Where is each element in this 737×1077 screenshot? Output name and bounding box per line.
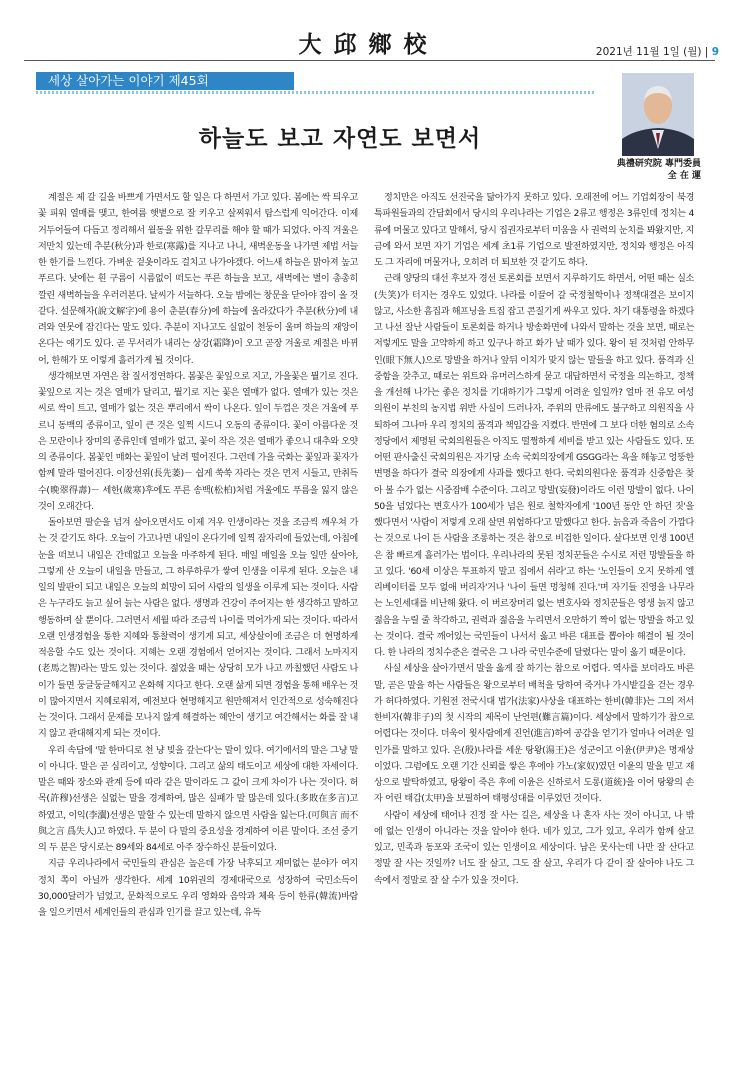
paragraph: 돌아보면 팔순을 넘겨 살아오면서도 이제 겨우 인생이라는 것을 조금씩 깨우쳐 가는 것 같기도 하다. 오늘이 가고나면 내일이 온다기에 일찍 잠자리에 들었는데, 아침에 눈을 떠보니 내일은 간데없고 오늘을 마주하게 된다. 매일 매일을 오늘 일만 살아야, 그렇게 산 오늘이 내일을 만들고, 그 하루하루가 쌓여 인생을 이루게 된다. 오늘은 내일의 발판이 되고 내일은 오늘의 희망이 되어 사람의 일생을 이루게 되는 것이다. 사람은 누구라도 늙고 싶어 늙는 사람은 없다. 생명과 건강이 주어지는 한 생각하고 말하고 행동하며 살 뿐이다. 그러면서 세월 따라 조금씩 나이를 먹어가게 되는 것이다. 따라서 오랜 인생경험을 통한 지혜와 통찰력이 생기게 되고, 세상살이에 조금은 더 현명하게 적응할 수도 있는 것이다. 지혜는 오랜 경험에서 얻어지는 것이다. 그래서 노마지지(老馬之智)라는 말도 있는 것이다. 젊었을 때는 상당히 모가 나고 까칠했던 사람도 나이가 들면 둥글둥글해지고 온화해 지다고 한다. 오랜 삶게 되면 경험을 통해 배우는 것이 많아지면서 지혜로워져, 예전보다 현명해지고 원만해져서 인간적으로 성숙해진다는 것이다. 그래서 문제를 모나지 않게 해결하는 혜안이 생기고 여간해서는 화를 잘 내지 않고 관대해지게 되는 것이다. xyxy=(38,518,358,740)
dotted-divider xyxy=(36,91,596,94)
series-label: 세상 살아가는 이야기 제45회 xyxy=(36,72,294,90)
paragraph: 생각해보면 자연은 참 질서정연하다. 봄꽃은 꽃잎으로 지고, 가을꽃은 뭘기로 진다. 꽃잎으로 지는 것은 열매가 달리고, 뭘기로 지는 꽃은 열매가 없다. 열매가 있는 것은 씨로 싹이 트고, 열매가 없는 것은 뿌리에서 싹이 나온다. 잎이 두껍은 것은 겨울에 푸르니 동백의 종류이고, 잎이 큰 것은 일찍 시드니 오동의 종류이다. 꽃이 아름다운 것은 모란이나 장미의 종류인데 열매가 없고, 꽃이 작은 것은 열매가 좋으니 대추와 오얏의 종류이다. 봄꽃인 매화는 꽃잎이 날려 떨어진다. 그런데 가을 국화는 꽃잎과 꽃자가 함께 말라 떨어진다. 이장선위(長先萎)－ 쉽게 쑥쑥 자라는 것은 먼저 시들고, 만취득수(晩翠得壽)－ 세한(歲寒)후에도 푸른 송백(松柏)처럼 겨울에도 푸름을 잃지 않은 것이 오래간다. xyxy=(38,371,358,512)
article-title: 하늘도 보고 자연도 보면서 xyxy=(198,126,482,152)
newspaper-name: 大邱鄉校 xyxy=(298,31,439,58)
article-left-column xyxy=(38,190,358,921)
article-right-column xyxy=(374,190,694,889)
paragraph: 정치만은 아직도 선진국을 닮아가지 못하고 있다. 오래전에 어느 기업회장이 북경특파원들과의 간담회에서 당시의 우리나라는 기업은 2류고 행정은 3류인데 정치는 4류에 머물고 있다고 말해서, 당시 집권자로부터 미움을 사 권력의 눈치를 봐왔지만, 지금에 와서 보면 자기 기업은 세계 초1류 기업으로 발전하였지만, 정치와 행정은 아직도 그 자리에 머물거나, 오히려 더 퇴보한 것 같기도 하다. xyxy=(374,193,694,268)
paragraph: 계절은 제 갈 길을 바쁘게 가면서도 할 일은 다 하면서 가고 있다. 봄에는 싹 틔우고 꽃 피워 열매를 맺고, 한여름 햇볕으로 잘 키우고 살찌워서 탐스럽게 익어간다. 이제 거두어들여 다듬고 정리해서 월동을 위한 갈무리를 해야 할 때가 되었다. 아직 겨울은 저만치 있는데 추분(秋分)과 한로(寒露)를 지나고 나니, 새벽운동을 나가면 제법 서늘한 한기를 느낀다. 가벼운 겉옷이라도 걸치고 나가야겠다. 어느새 하늘은 맑아져 높고 푸르다. 낮에는 흰 구름이 시름없이 떠도는 푸른 하늘을 보고, 새벽에는 별이 총총히 깔린 새벽하늘을 우러러본다. 날씨가 서늘하다. 오늘 밤에는 창문을 닫아야 잠이 올 것 같다. 설문해자(說文解字)에 용이 춘분(春分)에 하늘에 올라갔다가 추분(秋分)에 내려와 연못에 잠긴다는 말도 있다. 추분이 지나고도 실없이 천둥이 울며 하늘의 재앙이 온다는 얘기도 있다. 곧 무서리가 내리는 상강(霜降)이 오고 곧장 겨울로 계절은 바뀌어, 한해가 또 이렇게 흘러가게 될 것이다. xyxy=(38,193,358,366)
paragraph: 근래 양당의 대선 후보자 경선 토론회를 보면서 지루하기도 하면서, 어떤 때는 실소(失笑)가 터지는 경우도 있었다. 나라를 이끌어 갈 국정철학이나 정책대결은 보이지 않고, 사소한 흠집과 해프닝을 트집 잡고 콘질기게 싸우고 있다. 차기 대통령을 하겠다고 나선 잘난 사람들이 토론회를 하거나 방송화면에 나와서 말하는 것을 보면, 때로는 저렇게도 말을 고약하게 하고 있구나 하고 화가 날 때가 있다. 왕이 된 것처럼 안하무인(眼下無人)으로 망발을 하거나 앞뒤 이치가 맞지 않는 말들을 하고 있다. 품격과 신중함을 갖추고, 때로는 위트와 유머러스하게 묻고 대답하면서 국정을 의논하고, 정책을 개선해 나가는 좋은 정치를 기대하기가 그렇게 어려운 일일까? 얼마 전 유모 여성의원이 부친의 농지법 위반 사실이 드러나자, 주위의 만류에도 불구하고 의원직을 사퇴하여 그나마 우리 정치의 품격과 책임감을 지켰다. 반면에 그 보다 더한 혐의로 소속 정당에서 제명된 국회의원들은 아직도 떨쩡하게 세비를 받고 있는 사람들도 있다. 또 어떤 판사출신 국회의원은 자기당 소속 국회의장에게 GSGG라는 욕을 해놓고 엉뚱한 변명을 하다가 결국 의장에게 사과를 했다고 한다. 국회의원다운 품격과 신중함은 찾아 볼 수가 없는 시중잡배 수준이다. 그리고 망발(妄發)이라도 이런 망발이 없다. 나이 50을 넘었다는 변호사가 100세가 넘은 원로 철학자에게 '100년 동안 안 하던 짓'을 했다면서 '사람이 저렇게 오래 살면 위험하다'고 말했다고 한다. 늙음과 죽음이 가깝다는 것으로 나이 든 사람을 조롱하는 것은 참으로 비겁한 일이다. 살다보면 인생 100년은 참 빠르게 흘러가는 법이다. 우리나라의 못된 정치꾼들은 수시로 저런 망발들을 하고 있다. '60세 이상은 투표하지 말고 집에서 쉬라'고 하는 '노인들이 오지 못하게 엘리베이터를 모두 없애 버리자'거나 '나이 들면 멍청해 진다.'며 자기들 진영을 나무라는 노인세대를 비난해 왔다. 이 버르장머리 없는 변호사와 정치꾼들은 영생 늙지 않고 젊음을 누릴 줄 착각하고, 권력과 젊음을 누리면서 오만하기 짝이 없는 망발을 하고 있는 것이다. 결국 깨어있는 국민들이 나서서 옳고 바른 대표를 뽑아야 해결이 될 것이다. 한 나라의 정치수준은 결국은 그 나라 국민수준에 달렸다는 말이 옳기 때문이다. xyxy=(374,274,694,658)
issue-date-line xyxy=(596,44,719,59)
author-photo xyxy=(622,73,694,156)
paragraph: 지금 우리나라에서 국민들의 관심은 높은데 가장 낙후되고 재미없는 분야가 여지 정치 쪽이 아닐까 생각한다. 세계 10위권의 경제대국으로 성장하여 국민소득이 30,000달러가 넘었고, 문화적으로도 우리 영화와 음악과 체육 등이 한류(韓流)바람을 일으키면서 세계인들의 관심과 인기를 끌고 있는데, 유독 xyxy=(38,859,358,918)
paragraph: 우리 속담에 '말 한마디로 천 냥 빚을 갚는다'는 말이 있다. 여기에서의 말은 그냥 말이 아니다. 말은 곧 심리이고, 성향이다. 그리고 삶의 태도이고 세상에 대한 자세이다. 말은 때와 장소와 관계 등에 따라 같은 말이라도 그 값이 크게 차이가 나는 것이다. 허목(許穆)선생은 실없는 말을 경계하여, 많은 실패가 말 많은데 있다.(多敗在多言)고 하였고, 이익(李瀷)선생은 말할 수 있는데 말하지 않으면 사람을 잃는다.(可與言 而不與之言 爲失人)고 하였다. 두 분이 다 말의 중요성을 경계하여 이른 말이다. 조선 중기의 두 분은 당시로는 89세와 84세로 아주 장수하신 분들이었다. xyxy=(38,745,358,853)
author-organization: 典禮研究院 專門委員 xyxy=(616,159,701,169)
masthead xyxy=(0,0,737,58)
page-number: 9 xyxy=(711,46,719,58)
paragraph: 사실 세상을 살아가면서 말을 옳게 잘 하기는 참으로 어렵다. 역사를 보더라도 바른말, 곧은 말을 하는 사람들은 왕으로부터 배척을 당하여 죽거나 가시밭길을 걷는 경우가 허다하였다. 기원전 전국시대 법가(法家)사상을 대표하는 한비(韓非)는 그의 저서 한비자(韓非子)의 첫 시작의 제목이 난언편(難言篇)이다. 세상에서 말하기가 참으로 어렵다는 것이다. 더욱이 윗사람에게 진언(進言)하여 공감을 얻기가 얼마나 어려운 일인가를 말하고 있다. 은(殷)나라를 세운 탕왕(湯王)은 성군이고 이윤(伊尹)은 명재상이었다. 그럼에도 오랜 기간 신뢰를 쌓은 후에야 가노(家奴)였던 이윤의 말을 믿고 재상으로 발탁하였고, 탕왕이 죽은 후에 이윤은 신하로서 도롱(道統)을 이어 탕왕의 손자 어린 태갑(太甲)을 보필하여 태평성대를 이루었던 것이다. xyxy=(374,664,694,805)
author-name: 全 在 運 xyxy=(667,171,701,181)
paragraph: 사람이 세상에 태어나 진정 잘 사는 길은, 세상을 나 혼자 사는 것이 아니고, 나 밖에 없는 인생이 아니라는 것을 알아야 한다. 네가 있고, 그가 있고, 우리가 함께 살고 있고, 민족과 동포와 조국이 있는 인생이요 세상이다. 남은 못사는데 나만 잘 산다고 정말 잘 사는 것일까? 너도 잘 살고, 그도 잘 살고, 우리가 다 같이 잘 살아야 나도 그 속에서 정말로 잘 살 수가 있을 것이다. xyxy=(374,810,694,886)
date-separator: | xyxy=(704,46,709,58)
issue-date: 2021년 11월 1일 (월) xyxy=(595,46,702,58)
author-byline xyxy=(617,158,701,182)
header-rule xyxy=(24,60,715,61)
